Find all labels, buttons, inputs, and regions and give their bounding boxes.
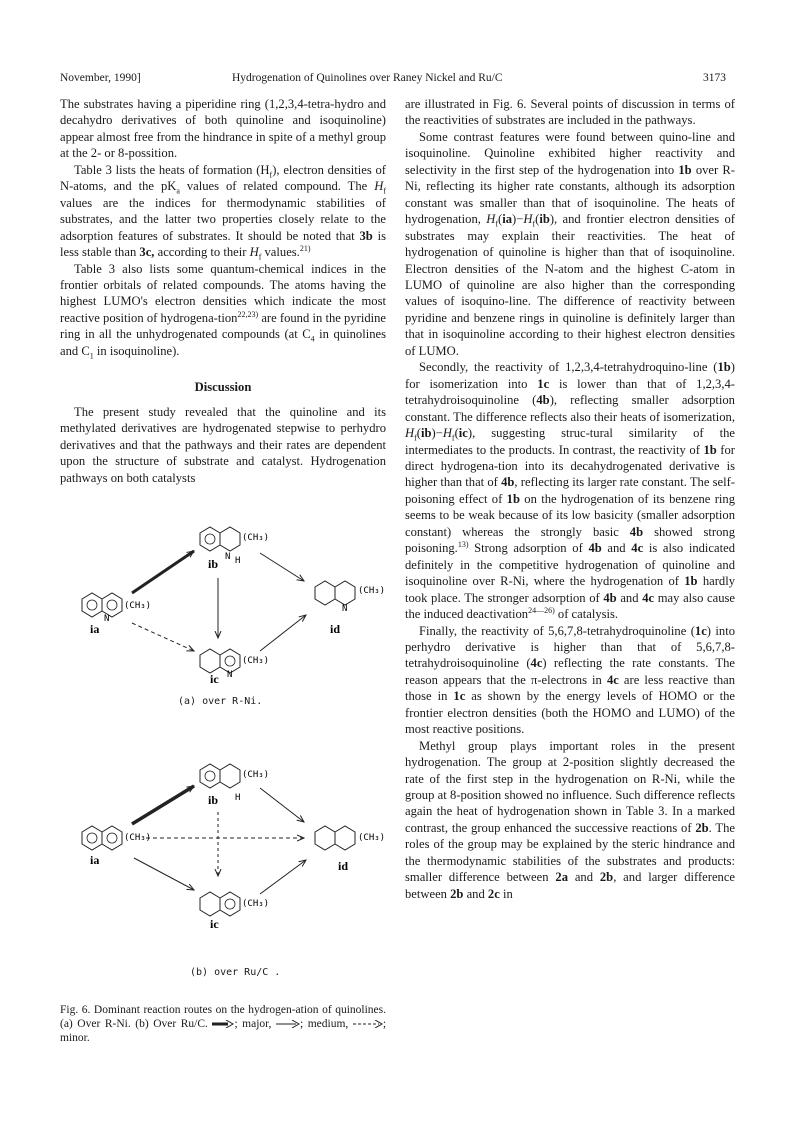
running-header-title: Hydrogenation of Quinolines over Raney Nickel and Ru/C: [232, 72, 503, 84]
figure-6b-scheme: [60, 760, 390, 960]
ib-methyl-label: (CH₃): [242, 533, 270, 543]
ia-n-label: N: [104, 614, 110, 624]
label-ic: ic: [210, 672, 219, 683]
figure-6a-caption: (a) over R-Ni.: [178, 696, 263, 707]
b-ic-structure: [200, 892, 240, 916]
arrow-ia-ic-minor: [132, 623, 194, 651]
b-ic-methyl-label: (CH₃): [242, 899, 270, 909]
right-column: [405, 96, 735, 902]
id-n-label: N: [342, 604, 348, 614]
ib-ia-structure: [82, 826, 122, 850]
ic-methyl-label: (CH₃): [242, 656, 270, 666]
label-ib: ib: [208, 557, 219, 571]
id-methyl-label: (CH₃): [358, 586, 386, 596]
b-ib-h-label: H: [235, 793, 241, 803]
left-paragraph-1: The substrates having a piperidine ring (1,2,3,4-tetra-hydro and decahydro derivatives of both quinoline and isoquinoline) appear almost free from the hindrance in spite of a methyl group at the 2- or 8-possition.: [60, 97, 386, 161]
running-header-date: November, 1990]: [60, 72, 141, 84]
b-ib-structure: [200, 764, 240, 788]
label-id: id: [330, 622, 341, 636]
ic-structure: [200, 649, 240, 673]
figure-6a-svg: [60, 523, 390, 683]
right-paragraph-5: Methyl group plays important roles in the present hydrogenation. The group at 2-position slightly decreased the rate of the first step in the hydrogenation on R-Ni, while the group at 8-position showed no influence. Such difference reflects again the heat of hydrogenation shown in Table 3. In a marked contrast, the group enhanced the successive reactions of 2b. The roles of the group may be explained by the steric hindrance and the thermodynamic stabilities of the substrates and products: smaller difference between 2a and 2b, and larger difference between 2b and 2c in: [405, 738, 736, 901]
b-id-methyl-label: (CH₃): [358, 833, 386, 843]
b-arrow-ia-ic-medium: [134, 858, 194, 890]
id-structure: [315, 581, 355, 605]
ia-structure: [82, 593, 122, 617]
ib-nh-label: N: [225, 552, 231, 562]
arrow-ia-ib-major: [132, 551, 194, 593]
ic-n-label: N: [227, 670, 233, 680]
b-label-ic: ic: [210, 917, 219, 931]
section-heading-discussion: Discussion: [194, 380, 252, 395]
b-ia-methyl-label: (CH₃): [124, 833, 152, 843]
b-arrow-ib-id-medium: [260, 788, 304, 822]
b-label-ib: ib: [208, 793, 219, 807]
legend-major: ; major,: [212, 1018, 271, 1030]
right-paragraph-4: Finally, the reactivity of 5,6,7,8-tetrahydroquinoline (1c) into perhydro derivative is higher than that of 5,6,7,8-tetrahydroisoquinoline (4c) reflecting the rate constants. The reason appears that the π-electrons in 4c are less reactive than those in 1c as shown by the energy levels of HOMO or the frontier electron densities (both the HOMO and LUMO) of the most reactive positions.: [405, 623, 736, 737]
ib-structure: [200, 527, 240, 551]
right-paragraph-1: are illustrated in Fig. 6. Several points of discussion in terms of the reactivities of substrates are included in the pathways.: [405, 97, 735, 128]
b-label-ia: ia: [90, 853, 100, 867]
b-ib-methyl-label: (CH₃): [242, 770, 270, 780]
b-id-structure: [315, 826, 355, 850]
b-arrow-ia-ib-major: [132, 786, 194, 824]
b-label-id: id: [338, 859, 349, 873]
ia-methyl-label: (CH₃): [124, 601, 152, 611]
legend-medium: ; medium,: [276, 1018, 348, 1030]
figure-6-caption: Fig. 6. Dominant reaction routes on the hydrogen-ation of quinolines. (a) Over R-Ni. (b) Over Ru/C. ; major, ; medium, ; minor.: [60, 1004, 387, 1044]
page-number: 3173: [703, 72, 726, 84]
arrow-ib-id-medium: [260, 553, 304, 581]
right-paragraph-3: Secondly, the reactivity of 1,2,3,4-tetrahydroquino-line (1b) for isomerization into 1c is lower than that of 1,2,3,4-tetrahydroisoquinoline (4b), reflecting smaller adsorption constant. The difference reflects also their heats of isomerization, $H_f(ib)-H_f(ic)$, suggesting struc-tural similarity of the intermediates to the products. In contrast, the reactivity of 1b for direct hydrogena-tion into its decahydrogenated derivative is higher than that of 4b, reflecting its larger rate constant. The self-poisoning effect of 1b on the hydrogenation of its benzene ring seems to be weak because of its low basicity (smaller adsorption constant) whereas the strongly basic 4b showed strong poisoning.$^{13)}$ Strong adsorption of 4b and 4c is also indicated definitely in the competitive hydrogenation of quinoline and isoquinoline over R-Ni, where the hydrogenation of 1b hardly took place. The stronger adsorption of 4b and 4c may also cause the induced deactivation$^{24—26)}$ of catalysis.: [405, 360, 736, 622]
left-paragraph-2: Table 3 lists the heats of formation $(H_f)$, electron densities of N-atoms, and the $pK_a$ values of related compound. The $H_f$ values are the indices for thermodynamic stabilities of substrates, and the latter two properties closely relate to the adsorption features of substrates. It should be noted that 3b is less stable than 3c, according to their $H_f$ values.$^{21)}$: [60, 162, 386, 262]
right-paragraph-2: Some contrast features were found between quino-line and isoquinoline. Quinoline exhibited higher reactivity and selectivity in the first step of the hydrogenation into 1b over R-Ni, reflecting its higher rate constants, although its adsorption constant was smaller than that of isoquinoline. The heats of hydrogenation, $H_f(ia)-H_f(ib)$, and frontier electron densities of substrates may explain their reactivities. The heat of hydrogenation of quinoline is higher than that of isoquinoline. Electron densities of the N-atom and the highest C-atom in LUMO of quinoline are also higher than the corresponding values of isoquino-line. The difference of reactivity between pyridine and benzene rings in quinoline is definitely larger than that in isoquinoline according to their highest electron densities of LUMO.: [405, 129, 735, 358]
legend-minor: ; minor.: [60, 1018, 387, 1044]
left-paragraph-4: The present study revealed that the quinoline and its methylated derivatives are hydrogenated stepwise to perhydro derivatives and that the pathways and their rates are dependent upon the structure of substrate and catalyst. Hydrogenation pathways on both catalysts: [60, 404, 386, 485]
figure-6a-scheme: [60, 523, 390, 683]
figure-6b-svg: [60, 760, 390, 960]
arrow-ic-id-medium: [260, 615, 306, 651]
left-paragraph-3: Table 3 also lists some quantum-chemical indices in the frontier orbitals of related compounds. The atoms having the highest LUMO's electron densities which indicate the most reactive position of hydrogena-tion$^{22,23)}$ are found in the pyridine ring in all the unhydrogenated compounds (at $C_4$ in quinolines and $C_1$ in isoquinoline).: [60, 261, 386, 361]
figure-6b-caption: (b) over Ru/C .: [190, 967, 281, 978]
left-column: [60, 96, 386, 486]
ib-h-label: H: [235, 556, 241, 566]
b-arrow-ic-id-medium: [260, 860, 306, 894]
label-ia: ia: [90, 622, 100, 636]
